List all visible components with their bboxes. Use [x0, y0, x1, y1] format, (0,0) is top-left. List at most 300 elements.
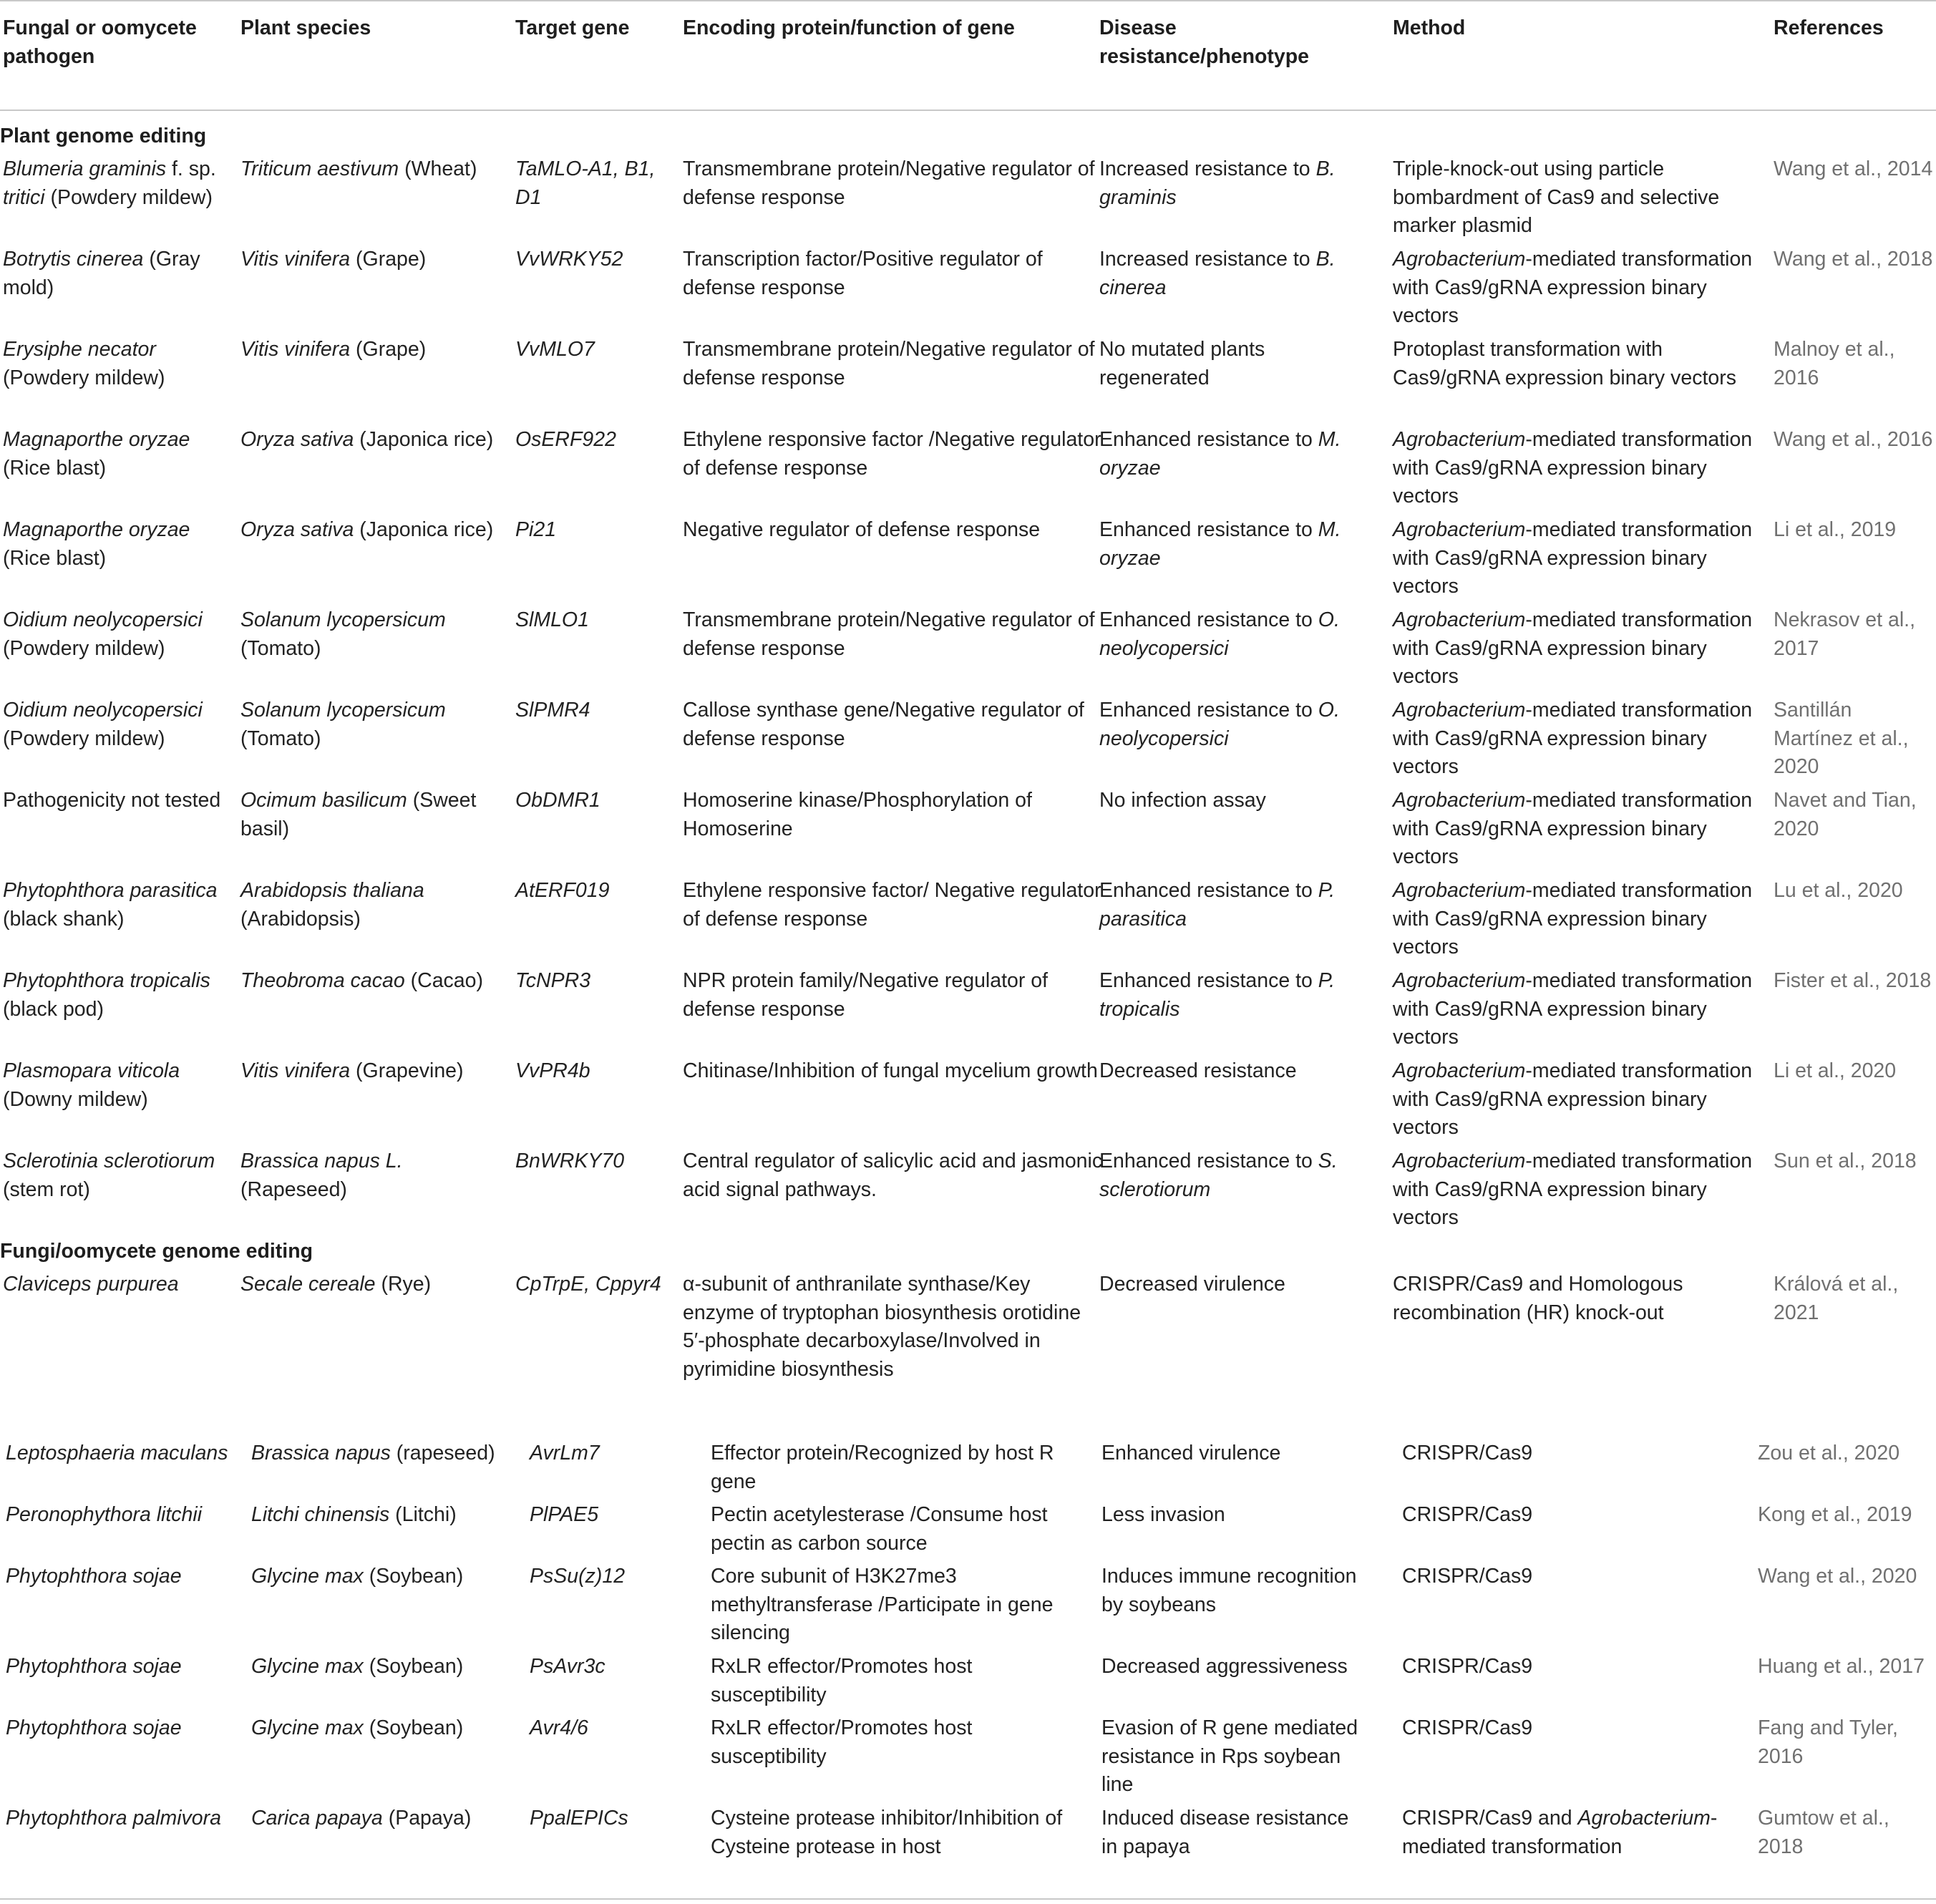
phenotype-text: Decreased virulence — [1099, 1273, 1285, 1296]
reference-link: Huang et al., 2017 — [1758, 1655, 1925, 1678]
plant-common-name: (Tomato) — [240, 727, 321, 750]
cell-encoding-protein — [711, 1653, 1069, 1709]
cell-reference — [1758, 1805, 1936, 1861]
cell-encoding-protein — [711, 1714, 1069, 1771]
cell-plant-species — [240, 426, 498, 455]
phenotype-species: P. tropicalis — [1099, 969, 1336, 1021]
cell-phenotype — [1099, 787, 1368, 815]
cell-method — [1393, 246, 1758, 331]
reference-link: Li et al., 2019 — [1774, 518, 1897, 541]
protein-function: Cysteine protease inhibitor/Inhibition of Cysteine protease in host — [711, 1807, 1063, 1858]
protein-function: Ethylene responsive factor/ Negative regulator of defense response — [683, 879, 1101, 931]
pathogen-name: Phytophthora sojae — [6, 1565, 182, 1588]
table-bottom-rule — [0, 1898, 1936, 1900]
cell-reference — [1774, 787, 1936, 843]
phenotype-species: B. cinerea — [1099, 248, 1336, 299]
pathogen-name: Sclerotinia sclerotiorum — [3, 1150, 215, 1172]
cell-target-gene — [515, 426, 662, 455]
cell-encoding-protein — [683, 1057, 1105, 1086]
phenotype-species: P. parasitica — [1099, 879, 1336, 931]
pathogen-name: Leptosphaeria maculans — [6, 1442, 228, 1465]
cell-method — [1402, 1563, 1738, 1591]
method-text: -mediated transformation with Cas9/gRNA expression binary vectors — [1393, 1150, 1753, 1229]
cell-encoding-protein — [711, 1563, 1069, 1648]
cell-method — [1402, 1714, 1738, 1743]
pathogen-name: Phytophthora sojae — [6, 1655, 182, 1678]
phenotype-text: Enhanced resistance to — [1099, 1150, 1318, 1172]
header-pathogen: Fungal or oomycete pathogen — [3, 16, 197, 68]
cell-plant-species — [240, 1057, 498, 1086]
cell-target-gene — [515, 1147, 662, 1176]
phenotype-text: Increased resistance to — [1099, 248, 1316, 271]
cell-target-gene — [530, 1805, 673, 1833]
cell-target-gene — [530, 1563, 673, 1591]
cell-plant-species — [240, 516, 498, 545]
method-text: CRISPR/Cas9 — [1402, 1442, 1533, 1465]
pathogen-name: Magnaporthe oryzae — [3, 428, 190, 451]
cell-plant-species — [240, 336, 498, 364]
cell-encoding-protein — [683, 426, 1105, 482]
phenotype-text: Enhanced resistance to — [1099, 969, 1318, 992]
plant-common-name: (Arabidopsis) — [240, 907, 361, 931]
cell-phenotype — [1101, 1501, 1370, 1530]
cell-reference — [1774, 1147, 1936, 1176]
phenotype-text: Enhanced resistance to — [1099, 518, 1318, 541]
target-gene: CpTrpE, Cppyr4 — [515, 1273, 661, 1296]
cell-plant-species — [251, 1805, 509, 1833]
protein-function: NPR protein family/Negative regulator of defense response — [683, 969, 1049, 1021]
phenotype-text: Decreased resistance — [1099, 1059, 1297, 1082]
phenotype-text: Induces immune recognition by soybeans — [1101, 1565, 1357, 1616]
protein-function: Core subunit of H3K27me3 methyltransferase /Participate in gene silencing — [711, 1565, 1054, 1644]
method-text: -mediated transformation with Cas9/gRNA expression binary vectors — [1393, 1059, 1753, 1139]
cell-encoding-protein — [683, 787, 1105, 843]
cell-plant-species — [240, 155, 498, 184]
plant-common-name: (Cacao) — [404, 969, 484, 992]
cell-reference — [1774, 426, 1936, 455]
method-text: -mediated transformation with Cas9/gRNA expression binary vectors — [1393, 248, 1753, 327]
method-text: -mediated transformation with Cas9/gRNA expression binary vectors — [1393, 518, 1753, 598]
method-text-suffix: -mediated transformation — [1402, 1807, 1718, 1858]
cell-reference — [1774, 877, 1936, 905]
section-plant-genome-editing: Plant genome editing — [0, 125, 207, 147]
method-text: -mediated transformation with Cas9/gRNA expression binary vectors — [1393, 879, 1753, 958]
plant-common-name: (Wheat) — [399, 157, 477, 180]
method-text: -mediated transformation with Cas9/gRNA expression binary vectors — [1393, 608, 1753, 688]
plant-latin-name: Litchi chinensis — [251, 1503, 390, 1526]
phenotype-species: M. oryzae — [1099, 428, 1341, 480]
cell-phenotype — [1099, 696, 1368, 753]
target-gene: AtERF019 — [515, 879, 610, 902]
pathogen-disease: (black shank) — [3, 907, 125, 931]
cell-target-gene — [515, 787, 662, 815]
phenotype-species: B. graminis — [1099, 157, 1336, 209]
plant-common-name: (Grape) — [350, 338, 427, 361]
cell-target-gene — [530, 1439, 673, 1468]
cell-reference — [1774, 606, 1936, 663]
plant-latin-name: Brassica napus — [251, 1442, 391, 1465]
cell-target-gene — [530, 1653, 673, 1681]
method-organism: Agrobacterium — [1393, 789, 1526, 812]
cell-plant-species — [251, 1439, 509, 1468]
header-target-gene: Target gene — [515, 16, 630, 39]
protein-function: Transmembrane protein/Negative regulator of defense response — [683, 608, 1095, 660]
cell-pathogen — [3, 246, 232, 302]
plant-latin-name: Triticum aestivum — [240, 157, 399, 180]
pathogen-disease: (Gray mold) — [3, 248, 200, 299]
method-text: Protoplast transformation with Cas9/gRNA expression binary vectors — [1393, 338, 1736, 389]
cell-phenotype — [1099, 1271, 1368, 1299]
cell-method — [1393, 696, 1758, 782]
header-encoding-protein: Encoding protein/function of gene — [683, 16, 1015, 39]
cell-phenotype — [1099, 1057, 1368, 1086]
cell-method — [1393, 606, 1758, 691]
pathogen-name: Phytophthora sojae — [6, 1716, 182, 1739]
target-gene: VvMLO7 — [515, 338, 595, 361]
cell-encoding-protein — [683, 155, 1105, 212]
target-gene: PlPAE5 — [530, 1503, 599, 1526]
phenotype-text: Enhanced resistance to — [1099, 608, 1318, 631]
method-organism: Agrobacterium — [1577, 1807, 1711, 1830]
cell-encoding-protein — [683, 1271, 1105, 1384]
phenotype-species: O. neolycopersici — [1099, 699, 1340, 750]
cell-method — [1402, 1805, 1738, 1861]
cell-method — [1402, 1653, 1738, 1681]
header-references: References — [1774, 16, 1884, 39]
table-top-rule — [0, 0, 1936, 1]
plant-common-name: (Litchi) — [389, 1503, 457, 1526]
target-gene: TcNPR3 — [515, 969, 591, 992]
cell-phenotype — [1101, 1805, 1370, 1861]
cell-target-gene — [515, 336, 662, 364]
phenotype-text: Evasion of R gene mediated resistance in Rps soybean line — [1101, 1716, 1358, 1796]
phenotype-text: Increased resistance to — [1099, 157, 1316, 180]
target-gene: PpalEPICs — [530, 1807, 628, 1830]
cell-plant-species — [251, 1563, 509, 1591]
method-organism: Agrobacterium — [1393, 428, 1526, 451]
cell-plant-species — [240, 1271, 498, 1299]
cell-phenotype — [1099, 606, 1368, 663]
cell-encoding-protein — [683, 516, 1105, 545]
cell-target-gene — [515, 516, 662, 545]
pathogen-disease: (black pod) — [3, 997, 104, 1021]
pathogen-name: Erysiphe necator — [3, 338, 156, 361]
reference-link: Wang et al., 2016 — [1774, 428, 1933, 451]
cell-method — [1393, 516, 1758, 601]
cell-method — [1393, 336, 1758, 392]
reference-link: Lu et al., 2020 — [1774, 879, 1903, 902]
cell-target-gene — [515, 606, 662, 635]
cell-reference — [1774, 1271, 1936, 1327]
plant-common-name: (Soybean) — [363, 1716, 464, 1739]
method-organism: Agrobacterium — [1393, 518, 1526, 541]
method-organism: Agrobacterium — [1393, 699, 1526, 722]
method-text: -mediated transformation with Cas9/gRNA expression binary vectors — [1393, 789, 1753, 868]
phenotype-text: Less invasion — [1101, 1503, 1225, 1526]
method-text: CRISPR/Cas9 and Homologous recombination (HR) knock-out — [1393, 1273, 1683, 1324]
pathogen-disease: (Rice blast) — [3, 546, 107, 570]
target-gene: Pi21 — [515, 518, 557, 541]
pathogen-disease: (Rice blast) — [3, 456, 107, 480]
cell-target-gene — [515, 246, 662, 274]
plant-latin-name: Glycine max — [251, 1716, 364, 1739]
plant-common-name: (Japonica rice) — [354, 428, 494, 451]
cell-encoding-protein — [683, 606, 1105, 663]
cell-pathogen — [3, 1057, 232, 1114]
reference-link: Fister et al., 2018 — [1774, 969, 1932, 992]
reference-link: Navet and Tian, 2020 — [1774, 789, 1917, 840]
cell-reference — [1774, 336, 1936, 392]
reference-link: Wang et al., 2014 — [1774, 157, 1933, 180]
protein-function: Callose synthase gene/Negative regulator of defense response — [683, 699, 1084, 750]
reference-link: Wang et al., 2018 — [1774, 248, 1933, 271]
cell-pathogen — [6, 1439, 235, 1468]
pathogen-name: Phytophthora tropicalis — [3, 969, 210, 992]
cell-encoding-protein — [711, 1439, 1069, 1496]
pathogen-disease: Pathogenicity not tested — [3, 789, 221, 812]
target-gene: VvPR4b — [515, 1059, 590, 1082]
cell-method — [1393, 1271, 1758, 1327]
cell-method — [1393, 877, 1758, 962]
protein-function: Negative regulator of defense response — [683, 518, 1041, 541]
cell-plant-species — [240, 787, 498, 843]
header-rule — [0, 110, 1936, 111]
cell-phenotype — [1099, 967, 1368, 1024]
cell-reference — [1774, 967, 1936, 996]
phenotype-species: O. neolycopersici — [1099, 608, 1340, 660]
method-text: CRISPR/Cas9 — [1402, 1716, 1533, 1739]
reference-link: Kong et al., 2019 — [1758, 1503, 1912, 1526]
phenotype-text: No mutated plants regenerated — [1099, 338, 1265, 389]
pathogen-disease: (Downy mildew) — [3, 1087, 148, 1111]
pathogen-disease: (stem rot) — [3, 1177, 90, 1201]
plant-latin-name: Theobroma cacao — [240, 969, 405, 992]
cell-reference — [1758, 1501, 1936, 1530]
cell-plant-species — [240, 696, 498, 753]
reference-link: Zou et al., 2020 — [1758, 1442, 1900, 1465]
cell-pathogen — [3, 696, 232, 753]
cell-method — [1393, 787, 1758, 872]
method-text: -mediated transformation with Cas9/gRNA expression binary vectors — [1393, 969, 1753, 1049]
header-method: Method — [1393, 16, 1466, 39]
cell-pathogen — [3, 787, 232, 815]
plant-common-name: (Sweet basil) — [240, 789, 477, 840]
cell-method — [1393, 967, 1758, 1052]
protein-function: Transmembrane protein/Negative regulator of defense response — [683, 338, 1095, 389]
pathogen-name: Plasmopara viticola — [3, 1059, 180, 1082]
cell-reference — [1758, 1653, 1936, 1681]
cell-method — [1393, 1147, 1758, 1233]
phenotype-text: Enhanced virulence — [1101, 1442, 1281, 1465]
method-organism: Agrobacterium — [1393, 1150, 1526, 1172]
cell-phenotype — [1099, 877, 1368, 933]
cell-phenotype — [1099, 1147, 1368, 1204]
cell-pathogen — [6, 1501, 235, 1530]
plant-common-name: (Rye) — [375, 1273, 432, 1296]
plant-latin-name: Vitis vinifera — [240, 248, 351, 271]
cell-phenotype — [1099, 246, 1368, 302]
reference-link: Králová et al., 2021 — [1774, 1273, 1899, 1324]
method-text: Triple-knock-out using particle bombardment of Cas9 and selective marker plasmid — [1393, 157, 1720, 237]
target-gene: OsERF922 — [515, 428, 616, 451]
pathogen-name: Claviceps purpurea — [3, 1273, 179, 1296]
cell-reference — [1774, 246, 1936, 274]
cell-phenotype — [1099, 426, 1368, 482]
phenotype-text: No infection assay — [1099, 789, 1266, 812]
cell-plant-species — [251, 1653, 509, 1681]
method-text: -mediated transformation with Cas9/gRNA expression binary vectors — [1393, 699, 1753, 778]
protein-function: Transmembrane protein/Negative regulator of defense response — [683, 157, 1095, 209]
target-gene: VvWRKY52 — [515, 248, 623, 271]
cell-pathogen — [3, 1271, 232, 1299]
pathogen-qualifier: f. sp. — [166, 157, 216, 180]
cell-reference — [1774, 1057, 1936, 1086]
method-organism: Agrobacterium — [1393, 1059, 1526, 1082]
method-text: CRISPR/Cas9 — [1402, 1565, 1533, 1588]
cell-pathogen — [6, 1563, 235, 1591]
cell-phenotype — [1101, 1563, 1370, 1619]
cell-phenotype — [1101, 1439, 1370, 1468]
plant-latin-name: Solanum lycopersicum — [240, 699, 446, 722]
plant-common-name: (Rapeseed) — [240, 1177, 347, 1201]
cell-plant-species — [240, 246, 498, 274]
plant-latin-name: Secale cereale — [240, 1273, 376, 1296]
cell-encoding-protein — [683, 877, 1105, 933]
cell-phenotype — [1099, 155, 1368, 212]
cell-pathogen — [6, 1714, 235, 1743]
cell-pathogen — [6, 1805, 235, 1833]
plant-latin-name: Carica papaya — [251, 1807, 383, 1830]
cell-target-gene — [515, 155, 662, 212]
reference-link: Malnoy et al., 2016 — [1774, 338, 1895, 389]
protein-function: Pectin acetylesterase /Consume host pectin as carbon source — [711, 1503, 1048, 1555]
plant-latin-name: Glycine max — [251, 1565, 364, 1588]
pathogen-name: Peronophythora litchii — [6, 1503, 203, 1526]
cell-encoding-protein — [683, 1147, 1105, 1204]
plant-latin-name: Solanum lycopersicum — [240, 608, 446, 631]
cell-target-gene — [515, 1271, 662, 1299]
cell-plant-species — [240, 606, 498, 663]
cell-target-gene — [515, 1057, 662, 1086]
target-gene: TaMLO-A1, B1, D1 — [515, 157, 656, 209]
cell-target-gene — [530, 1501, 673, 1530]
protein-function: α-subunit of anthranilate synthase/Key enzyme of tryptophan biosynthesis orotidine 5′-phosphate decarboxylase/Involved in pyrimidine biosynthesis — [683, 1273, 1081, 1381]
pathogen-disease: (Powdery mildew) — [3, 366, 165, 389]
pathogen-name: Botrytis cinerea — [3, 248, 144, 271]
cell-pathogen — [3, 336, 232, 392]
reference-link: Fang and Tyler, 2016 — [1758, 1716, 1898, 1768]
plant-common-name: (Grapevine) — [350, 1059, 464, 1082]
header-disease-resistance: Disease resistance/phenotype — [1099, 16, 1310, 68]
plant-common-name: (Tomato) — [240, 636, 321, 660]
reference-link: Gumtow et al., 2018 — [1758, 1807, 1889, 1858]
method-text: CRISPR/Cas9 — [1402, 1503, 1533, 1526]
target-gene: PsSu(z)12 — [530, 1565, 626, 1588]
method-organism: Agrobacterium — [1393, 879, 1526, 902]
target-gene: Avr4/6 — [530, 1716, 588, 1739]
pathogen-disease: (Powdery mildew) — [3, 636, 165, 660]
cell-target-gene — [515, 877, 662, 905]
method-organism: Agrobacterium — [1393, 248, 1526, 271]
cell-encoding-protein — [711, 1805, 1069, 1861]
cell-target-gene — [530, 1714, 673, 1743]
phenotype-species: M. oryzae — [1099, 518, 1341, 570]
method-text: -mediated transformation with Cas9/gRNA expression binary vectors — [1393, 428, 1753, 507]
target-gene: SlMLO1 — [515, 608, 589, 631]
protein-function: RxLR effector/Promotes host susceptibility — [711, 1716, 973, 1768]
cell-pathogen — [3, 606, 232, 663]
plant-common-name: (Papaya) — [382, 1807, 472, 1830]
cell-pathogen — [3, 1147, 232, 1204]
cell-phenotype — [1101, 1653, 1370, 1681]
pathogen-name: Magnaporthe oryzae — [3, 518, 190, 541]
cell-reference — [1758, 1714, 1936, 1771]
cell-method — [1393, 426, 1758, 511]
cell-encoding-protein — [683, 336, 1105, 392]
method-text: CRISPR/Cas9 — [1402, 1655, 1533, 1678]
cell-method — [1393, 155, 1758, 241]
phenotype-text: Enhanced resistance to — [1099, 699, 1318, 722]
cell-target-gene — [515, 696, 662, 725]
cell-encoding-protein — [683, 246, 1105, 302]
cell-target-gene — [515, 967, 662, 996]
cell-method — [1393, 1057, 1758, 1142]
cell-encoding-protein — [711, 1501, 1069, 1558]
reference-link: Wang et al., 2020 — [1758, 1565, 1917, 1588]
phenotype-species: S. sclerotiorum — [1099, 1150, 1338, 1201]
cell-pathogen — [3, 155, 232, 212]
plant-latin-name: Ocimum basilicum — [240, 789, 407, 812]
target-gene: SlPMR4 — [515, 699, 590, 722]
plant-common-name: (Soybean) — [363, 1655, 464, 1678]
pathogen-disease: (Powdery mildew) — [3, 727, 165, 750]
cell-plant-species — [251, 1714, 509, 1743]
target-gene: AvrLm7 — [530, 1442, 600, 1465]
cell-encoding-protein — [683, 696, 1105, 753]
cell-phenotype — [1101, 1714, 1370, 1799]
cell-plant-species — [240, 877, 498, 933]
plant-common-name: (Grape) — [350, 248, 427, 271]
phenotype-text: Enhanced resistance to — [1099, 428, 1318, 451]
cell-reference — [1758, 1439, 1936, 1468]
cell-reference — [1774, 516, 1936, 545]
pathogen-name: Phytophthora palmivora — [6, 1807, 222, 1830]
plant-common-name: (Soybean) — [363, 1565, 464, 1588]
pathogen-name: Phytophthora parasitica — [3, 879, 218, 902]
pathogen-disease: (Powdery mildew) — [44, 185, 213, 209]
cell-pathogen — [3, 967, 232, 1024]
reference-link: Li et al., 2020 — [1774, 1059, 1897, 1082]
plant-common-name: (rapeseed) — [390, 1442, 495, 1465]
cell-plant-species — [240, 1147, 498, 1204]
protein-function: Effector protein/Recognized by host R gene — [711, 1442, 1054, 1493]
cell-pathogen — [3, 516, 232, 573]
plant-latin-name: Oryza sativa — [240, 518, 354, 541]
phenotype-text: Induced disease resistance in papaya — [1101, 1807, 1349, 1858]
cell-pathogen — [3, 426, 232, 482]
target-gene: PsAvr3c — [530, 1655, 605, 1678]
plant-latin-name: Brassica napus L. — [240, 1150, 403, 1172]
plant-latin-name: Glycine max — [251, 1655, 364, 1678]
cell-plant-species — [251, 1501, 509, 1530]
cell-phenotype — [1099, 336, 1368, 392]
plant-latin-name: Vitis vinifera — [240, 1059, 351, 1082]
cell-phenotype — [1099, 516, 1368, 573]
reference-link: Santillán Martínez et al., 2020 — [1774, 699, 1909, 778]
cell-reference — [1774, 155, 1936, 184]
cell-pathogen — [6, 1653, 235, 1681]
target-gene: ObDMR1 — [515, 789, 600, 812]
